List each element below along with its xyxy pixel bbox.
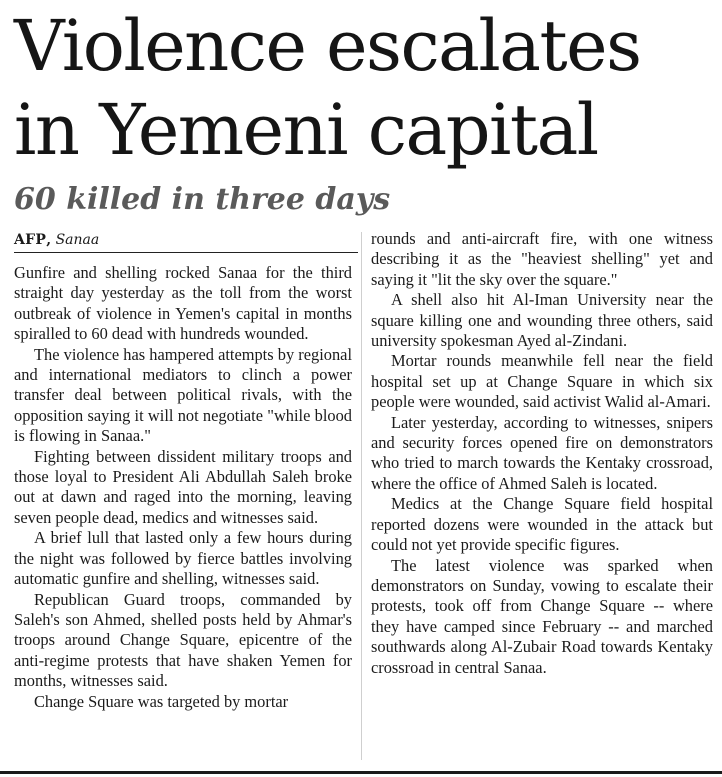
paragraph: Gunfire and shelling rocked Sanaa for the third straight day yesterday as the toll from the worst outbreak of violence in Yemen's capital in months spiralled to 60 dead with hundreds wounded. (14, 263, 352, 344)
paragraph: The latest violence was sparked when demonstrators on Sunday, vowing to escalate their protests, took off from Change Square -- where they have camped since February -- and marched southwards along Al-Zubair Road towards Kentaky crossroad in central Sanaa. (371, 555, 713, 677)
paragraph-continuation: rounds and anti-aircraft fire, with one witness describing it as the "heaviest shelling" yet and saying it "lit the sky over the square." (371, 229, 713, 289)
paragraph: Republican Guard troops, commanded by Saleh's son Ahmed, shelled posts held by Ahmar's troops around Change Square, epicentre of the anti-regime protests that have shaken Yemen for months, witnesses said. (14, 589, 352, 691)
article-column-left (14, 263, 352, 712)
paragraph: Mortar rounds meanwhile fell near the field hospital set up at Change Square in which six people were wounded, said activist Walid al-Amari. (371, 351, 713, 412)
headline (14, 4, 714, 172)
headline-line-1: Violence escalates (14, 5, 641, 87)
paragraph: Medics at the Change Square field hospital reported dozens were wounded in the attack but could not yet provide specific figures. (371, 494, 713, 555)
byline-location: Sanaa (55, 232, 100, 248)
paragraph: A shell also hit Al-Iman University near the square killing one and wounding three others, said university spokesman Ayed al-Zindani. (371, 290, 713, 351)
column-divider (361, 232, 362, 760)
subheadline: 60 killed in three days (14, 182, 391, 217)
paragraph: Change Square was targeted by mortar (34, 691, 289, 711)
byline-separator: , (46, 232, 52, 248)
bottom-rule (0, 771, 722, 774)
byline (14, 230, 358, 253)
byline-agency: AFP (14, 232, 47, 248)
headline-line-2: in Yemeni capital (14, 89, 598, 171)
paragraph: A brief lull that lasted only a few hours during the night was followed by fierce battles involving automatic gunfire and shelling, witnesses said. (14, 528, 352, 589)
paragraph: The violence has hampered attempts by regional and international mediators to clinch a power transfer deal between political rivals, with the opposition saying it will not negotiate "while blood is flowing in Sanaa." (14, 344, 352, 446)
paragraph: Fighting between dissident military troops and those loyal to President Ali Abdullah Saleh broke out at dawn and raged into the morning, leaving seven people dead, medics and witnesses said. (14, 446, 352, 527)
paragraph: Later yesterday, according to witnesses, snipers and security forces opened fire on demonstrators who tried to march towards the Kentaky crossroad, where the office of Ahmed Saleh is located. (371, 412, 713, 493)
article-column-right (371, 229, 713, 678)
